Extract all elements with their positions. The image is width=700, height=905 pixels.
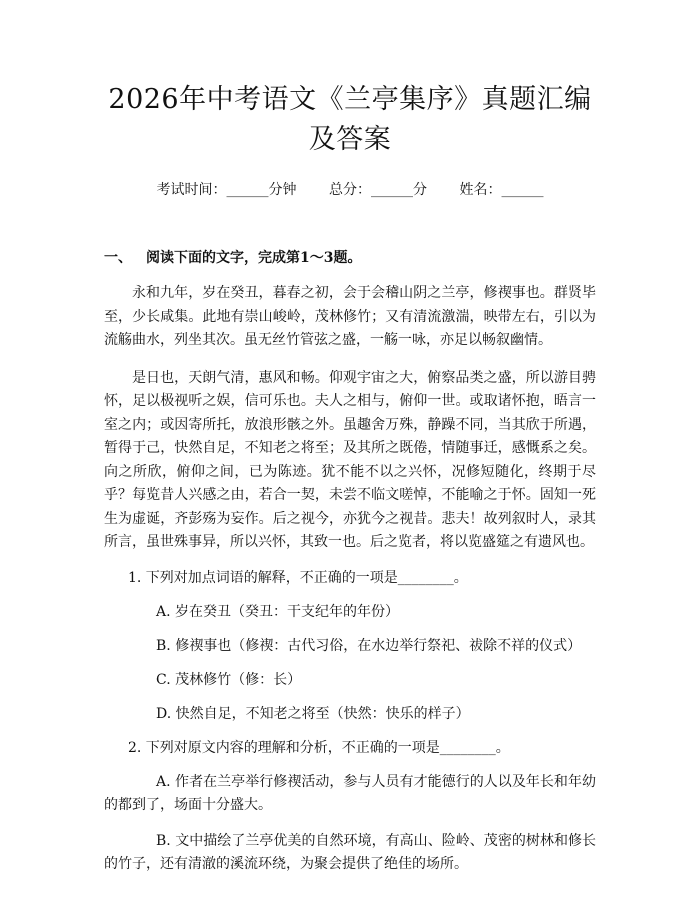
question-1-option-a: A. 岁在癸丑（癸丑：干支纪年的年份） <box>156 603 400 620</box>
exam-time: 考试时间：______分钟 <box>156 182 297 198</box>
question-2-option-a: A. 作者在兰亭举行修禊活动，参与人员有才能德行的人以及年长和年幼的都到了，场面十分盛大。 <box>104 773 596 813</box>
passage-paragraph-1: 永和九年，岁在癸丑，暮春之初，会于会稽山阴之兰亭，修禊事也。群贤毕至，少长咸集。此地有崇山峻岭，茂林修竹；又有清流激湍，映带左右，引以为流觞曲水，列坐其次。虽无丝竹管弦之盛，一觞一咏，亦足以畅叙幽情。 <box>104 285 596 348</box>
document-title: 2026年中考语文《兰亭集序》真题汇编及答案 <box>108 84 592 155</box>
section-number: 一、 <box>104 250 132 266</box>
exam-info-line <box>104 180 596 200</box>
section-instruction: 阅读下面的文字，完成第1～3题。 <box>146 250 362 266</box>
passage-paragraph-2: 是日也，天朗气清，惠风和畅。仰观宇宙之大，俯察品类之盛，所以游目骋怀，足以极视听之娱，信可乐也。夫人之相与，俯仰一世。或取诸怀抱，晤言一室之内；或因寄所托，放浪形骸之外。虽趣舍万殊，静躁不同，当其欣于所遇，暂得于己，快然自足，不知老之将至；及其所之既倦，情随事迁，感慨系之矣。向之所欣，俯仰之间，已为陈迹。犹不能不以之兴怀，况修短随化，终期于尽乎？每览昔人兴感之由，若合一契，未尝不临文嗟悼，不能喻之于怀。固知一死生为虚诞，齐彭殇为妄作。后之视今，亦犹今之视昔。悲夫！故列叙时人，录其所言，虽世殊事异，所以兴怀，其致一也。后之览者，将以览盛筵之有遗风也。 <box>104 369 596 550</box>
question-2-stem: 2. 下列对原文内容的理解和分析，不正确的一项是________。 <box>128 739 510 756</box>
student-name: 姓名：______ <box>459 182 544 198</box>
exam-score: 总分：______分 <box>329 182 427 198</box>
question-1-option-c: C. 茂林修竹（修：长） <box>156 671 302 688</box>
question-1-stem: 1. 下列对加点词语的解释，不正确的一项是________。 <box>128 569 468 586</box>
section-heading <box>104 248 596 268</box>
question-2-option-b: B. 文中描绘了兰亭优美的自然环境，有高山、险岭、茂密的树林和修长的竹子，还有清澈的溪流环绕，为聚会提供了绝佳的场所。 <box>104 832 596 872</box>
question-1-option-b: B. 修禊事也（修禊：古代习俗，在水边举行祭祀、祓除不祥的仪式） <box>156 637 582 654</box>
question-1-option-d: D. 快然自足，不知老之将至（快然：快乐的样子） <box>156 705 470 722</box>
